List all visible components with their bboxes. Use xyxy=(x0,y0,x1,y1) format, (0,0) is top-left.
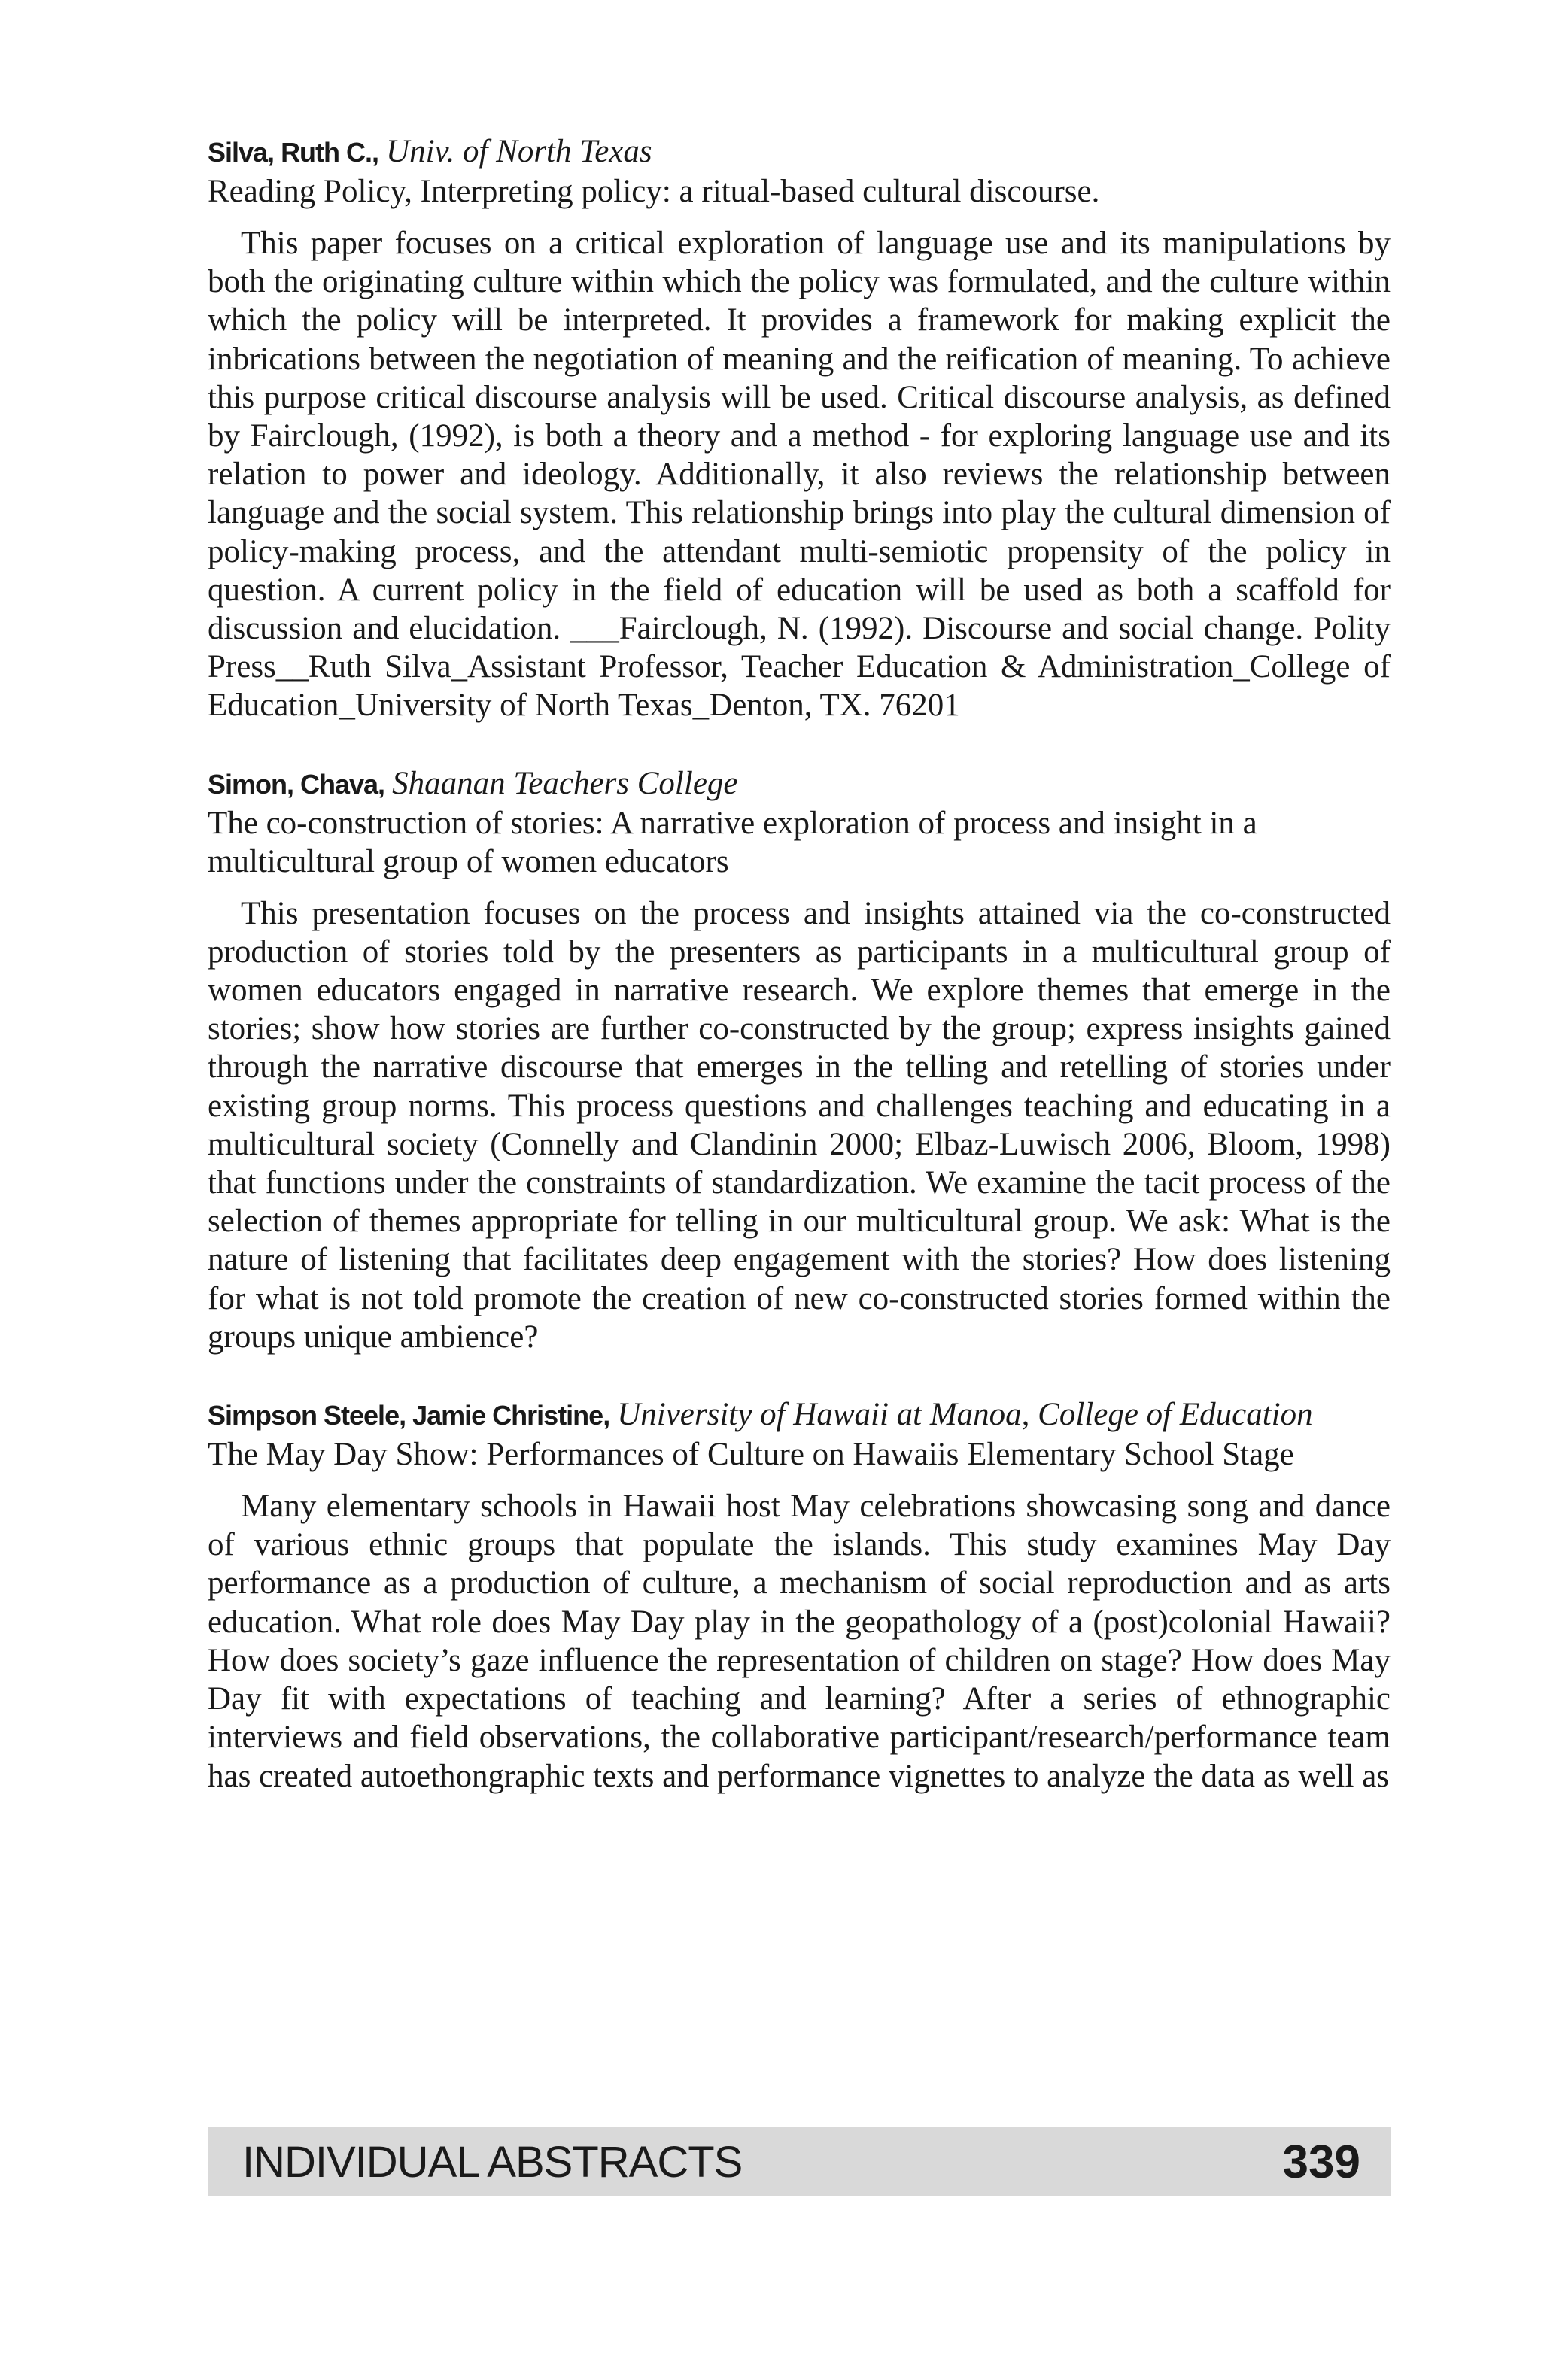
author-line xyxy=(208,1395,1391,1435)
page-content xyxy=(208,132,1391,1796)
abstract-body: This paper focuses on a critical exploration of language use and its manipulations by both the originating culture within which the policy was formulated, and the culture within which the policy will be interpreted. It provides a framework for making explicit the inbrications between the negotiation of meaning and the reification of meaning. To achieve this purpose critical discourse analysis will be used. Critical discourse analysis, as defined by Fairclough, (1992), is both a theory and a method - for exploring language use and its relation to power and ideology. Additionally, it also reviews the relationship between language and the social system. This relationship brings into play the cultural dimension of policy-making process, and the attendant multi-semiotic propensity of the policy in question. A current policy in the field of education will be used as both a scaffold for discussion and elucidation. ___Fairclough, N. (1992). Discourse and social change. Polity Press__Ruth Silva_Assistant Professor, Teacher Education & Administration_College of Education_University of North Texas_Denton, TX. 76201 xyxy=(208,226,1391,724)
author-name: Simon, Chava, xyxy=(208,768,385,800)
abstract-title: Reading Policy, Interpreting policy: a ritual-based cultural discourse. xyxy=(208,174,1100,209)
abstract-title: The May Day Show: Performances of Culture on Hawaiis Elementary School Stage xyxy=(208,1437,1294,1473)
abstract-entry-simpson-steele xyxy=(208,1395,1391,1796)
abstract-entry-silva xyxy=(208,132,1391,725)
author-affiliation: University of Hawaii at Manoa, College of Education xyxy=(617,1397,1313,1433)
author-affiliation: Shaanan Teachers College xyxy=(392,765,738,801)
abstract-body: This presentation focuses on the process and insights attained via the co-constructed production of stories told by the presenters as participants in a multicultural group of women educators engaged in narrative research. We explore themes that emerge in the stories; show how stories are further co-constructed by the group; express insights gained through the narrative discourse that emerges in the telling and retelling of stories under existing group norms. This process questions and challenges teaching and educating in a multicultural society (Connelly and Clandinin 2000; Elbaz-Luwisch 2006, Bloom, 1998) that functions under the constraints of standardization. We examine the tacit process of the selection of themes appropriate for telling in our multicultural group. We ask: What is the nature of listening that facilitates deep engagement with the stories? How does listening for what is not told promote the creation of new co-constructed stories formed within the groups unique ambience? xyxy=(208,895,1391,1355)
abstract-title: The co-construction of stories: A narrative exploration of process and insight in a multicultural group of women educators xyxy=(208,805,1257,879)
page-footer xyxy=(208,2127,1391,2196)
author-name: Simpson Steele, Jamie Christine, xyxy=(208,1400,610,1431)
author-name: Silva, Ruth C., xyxy=(208,137,379,168)
section-label: INDIVIDUAL ABSTRACTS xyxy=(242,2137,743,2187)
abstract-entry-simon xyxy=(208,764,1391,1356)
abstract-body: Many elementary schools in Hawaii host May celebrations showcasing song and dance of various ethnic groups that populate the islands. This study examines May Day performance as a production of culture, a mechanism of social reproduction and as arts education. What role does May Day play in the geopathology of a (post)colonial Hawaii? How does society’s gaze influence the representation of children on stage? How does May Day fit with expectations of teaching and learning? After a series of ethnographic interviews and field observations, the collaborative participant/research/performance team has created autoethongraphic texts and performance vignettes to analyze the data as well as xyxy=(208,1489,1391,1794)
author-affiliation: Univ. of North Texas xyxy=(386,134,652,169)
page-number: 339 xyxy=(1282,2136,1360,2188)
author-line xyxy=(208,132,1391,172)
author-line xyxy=(208,764,1391,804)
